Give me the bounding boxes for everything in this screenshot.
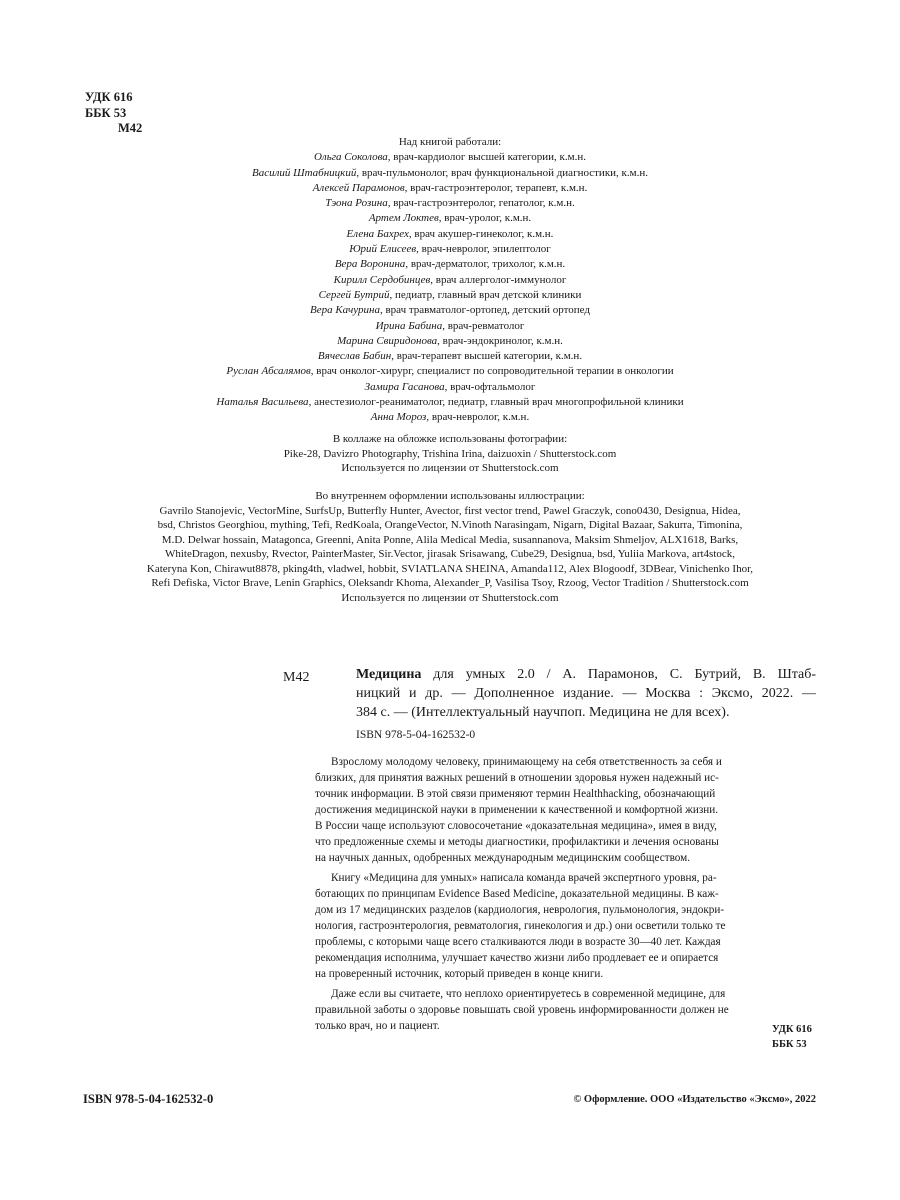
credit-line — [110, 319, 790, 334]
credit-role: , врач-офтальмолог — [444, 380, 536, 393]
cover-photo-sources: Pike-28, Davizro Photography, Trishina Irina, daizuoxin / Shutterstock.com — [283, 447, 617, 460]
credit-name: Вера Воронина — [334, 258, 406, 271]
annotation-line: В России чаще используют словосочетание «доказательная медицина», имея в виду, — [315, 820, 717, 832]
annotation-line: только врач, но и пациент. — [315, 1020, 440, 1032]
credit-line — [110, 410, 790, 425]
author-sign: М42 — [118, 121, 143, 135]
credit-line — [110, 364, 790, 379]
annotation-codes — [772, 1022, 812, 1052]
credit-line — [110, 211, 790, 226]
annotation-line: на научных данных, одобренных международным медицинским сообществом. — [315, 852, 691, 864]
annotation-udk: УДК 616 — [772, 1024, 812, 1035]
annotation-line: на проверенный источник, который приведен в конце книги. — [315, 968, 604, 980]
annotation-line: близких, для принятия важных решений в отношении здоровья нужен надежный ис- — [315, 772, 719, 784]
book-title: Медицина — [356, 667, 422, 682]
annotation-line: достижения медицинской науки в применении к качественной и комфортной жизни. — [315, 804, 719, 816]
credit-name: Кирилл Сердобинцев — [333, 273, 431, 286]
illustration-line: Refi Defiska, Victor Brave, Lenin Graphics, Oleksandr Khoma, Alexander_P, Vasilisa Tsoy, Rzoog, Vector Tradition / Shutterstock.com — [151, 577, 749, 589]
bibliography-line-3: 384 с. — (Интеллектуальный научпоп. Медицина не для всех). — [356, 705, 730, 720]
credit-line — [110, 150, 790, 165]
credit-name: Марина Свиридонова — [337, 334, 438, 347]
credit-role: , врач акушер-гинеколог, к.м.н. — [408, 227, 554, 240]
credit-name: Наталья Васильева — [216, 396, 309, 409]
credit-role: , врач-невролог, эпилептолог — [416, 243, 551, 256]
credit-name: Анна Мороз — [370, 411, 427, 424]
bibliography-isbn: ISBN 978-5-04-162532-0 — [356, 729, 476, 741]
credit-role: , врач-пульмонолог, врач функциональной диагностики, к.м.н. — [356, 166, 648, 179]
credit-line — [110, 257, 790, 272]
credit-name: Ирина Бабина — [375, 319, 443, 332]
credit-line — [110, 273, 790, 288]
credit-line — [110, 303, 790, 318]
annotation-line: проблемы, с которыми чаще всего сталкиваются люди в возрасте 30—40 лет. Каждая — [315, 936, 721, 948]
bibliography-sign: М42 — [283, 670, 310, 685]
annotation-line: Книгу «Медицина для умных» написала команда врачей экспертного уровня, ра- — [331, 872, 717, 884]
illustration-credits — [78, 489, 822, 605]
annotation-line: ботающих по принципам Evidence Based Medicine, доказательной медицины. В каж- — [315, 888, 719, 900]
annotation-line: нология, гастроэнтерология, ревматология, гинекология и др.) они осветили только те — [315, 920, 726, 932]
credit-role: , врач-невролог, к.м.н. — [426, 411, 530, 424]
annotation-line: Даже если вы считаете, что неплохо ориентируетесь в современной медицине, для — [331, 988, 726, 1000]
credit-role: , врач-ревматолог — [442, 319, 525, 332]
illustration-heading: Во внутреннем оформлении использованы иллюстрации: — [315, 490, 585, 502]
credit-line — [110, 166, 790, 181]
credit-name: Василий Штабницкий — [251, 166, 357, 179]
illustration-line: Gavrilo Stanojevic, VectorMine, SurfsUp, Butterfly Hunter, Avector, first vector trend, Pawel Graczyk, cono0430, Designua, Hidea, — [159, 504, 741, 517]
annotation-line: Взрослому молодому человеку, принимающему на себя ответственность за себя и — [331, 756, 722, 768]
udk-code: УДК 616 — [85, 90, 133, 104]
credit-line — [110, 181, 790, 196]
credits-block — [110, 135, 790, 426]
credit-line — [110, 380, 790, 395]
credit-role: , педиатр, главный врач детской клиники — [389, 288, 582, 301]
credit-line — [110, 227, 790, 242]
annotation — [315, 754, 817, 1034]
credit-role: , врач-гастроэнтеролог, терапевт, к.м.н. — [404, 181, 588, 194]
credit-role: , врач-терапевт высшей категории, к.м.н. — [391, 350, 583, 363]
credit-line — [110, 288, 790, 303]
annotation-line: рекомендация исполнима, улучшает качество жизни либо продлевает ее и опирается — [315, 952, 719, 964]
bibliography-line-1-rest: для умных 2.0 / А. Парамонов, С. Бутрий, В. Штаб- — [421, 667, 816, 682]
annotation-bbk: ББК 53 — [772, 1039, 807, 1050]
credit-name: Ольга Соколова — [313, 151, 388, 164]
annotation-paragraph — [315, 754, 817, 866]
annotation-line: что предложенные схемы и методы диагностики, профилактики и лечения основаны — [315, 836, 719, 848]
annotation-line: дом из 17 медицинских разделов (кардиология, неврология, пульмонология, эндокри- — [315, 904, 725, 916]
annotation-paragraph — [315, 986, 817, 1034]
credit-line — [110, 349, 790, 364]
credit-role: , врач-кардиолог высшей категории, к.м.н. — [387, 151, 586, 164]
illustration-line: M.D. Delwar hossain, Matagonca, Greenni, Anita Ponne, Alila Medical Media, susannanova, Maksim Shmeljov, ALX1618, Barks, — [161, 533, 739, 546]
credit-line — [110, 242, 790, 257]
credit-name: Алексей Парамонов — [312, 181, 405, 194]
bibliography-line-2: ницкий и др. — Дополненное издание. — Москва : Эксмо, 2022. — — [356, 686, 816, 701]
credit-role: , врач-уролог, к.м.н. — [438, 212, 532, 225]
annotation-line: правильной заботы о здоровье повышать свой уровень информированности должен не — [315, 1004, 729, 1016]
cover-photo-credits — [110, 432, 790, 476]
credit-name: Руслан Абсалямов — [226, 365, 311, 378]
classification-codes — [85, 90, 142, 137]
credit-role: , врач-дерматолог, трихолог, к.м.н. — [405, 258, 566, 271]
credit-role: , врач травматолог-ортопед, детский ортопед — [379, 304, 590, 317]
credit-name: Замира Гасанова — [364, 380, 445, 393]
credit-role: , врач-гастроэнтеролог, гепатолог, к.м.н. — [387, 197, 575, 210]
cover-photo-heading: В коллаже на обложке использованы фотографии: — [332, 433, 568, 445]
credit-role: , врач аллерголог-иммунолог — [430, 273, 567, 286]
cover-photo-license: Используется по лицензии от Shutterstock.com — [341, 462, 559, 474]
credit-name: Вера Качурина — [309, 304, 380, 317]
illustration-line: WhiteDragon, nexusby, Rvector, PainterMaster, Sir.Vector, jirasak Srisawang, Cube29, Designua, bsd, Yuliia Markova, art4stock, — [164, 548, 736, 560]
credit-role: , анестезиолог-реаниматолог, педиатр, главный врач многопрофильной клиники — [308, 396, 684, 409]
credit-role: , врач онколог-хирург, специалист по сопроводительной терапии в онкологии — [310, 365, 674, 378]
annotation-paragraph — [315, 870, 817, 982]
bbk-code: ББК 53 — [85, 105, 127, 120]
credit-role: , врач-эндокринолог, к.м.н. — [437, 334, 563, 347]
illustration-line: bsd, Christos Georghiou, mything, Tefi, RedKoala, OrangeVector, N.Vinoth Narasingam, Nigarn, Digital Bazaar, Sakurra, Timonina, — [157, 519, 743, 531]
credit-name: Тэона Розина — [325, 197, 388, 210]
bibliography-line-1 — [356, 665, 816, 684]
footer-isbn: ISBN 978-5-04-162532-0 — [83, 1092, 214, 1106]
illustration-line: Kateryna Kon, Chirawut8878, pking4th, vladwel, hobbit, SVIATLANA SHEINA, Amanda112, Alex Blogoodf, 3DBear, Vinichenko Ihor, — [146, 562, 754, 575]
footer-copyright: © Оформление. ООО «Издательство «Эксмо», 2022 — [573, 1094, 816, 1105]
credits-heading: Над книгой работали: — [398, 136, 502, 148]
credit-line — [110, 334, 790, 349]
credit-name: Юрий Елисеев — [349, 243, 417, 256]
credits-list — [110, 150, 790, 425]
credit-name: Сергей Бутрий — [318, 288, 390, 301]
annotation-line: точник информации. В этой связи применяют термин Healthhacking, обозначающий — [315, 788, 716, 800]
bibliographic-record — [356, 665, 816, 722]
credit-name: Вячеслав Бабин — [317, 350, 392, 363]
credit-line — [110, 196, 790, 211]
illustration-license: Используется по лицензии от Shutterstock.com — [341, 591, 559, 604]
credit-name: Елена Бахрех — [346, 227, 409, 240]
credit-line — [110, 395, 790, 410]
credit-name: Артем Локтев — [368, 212, 439, 225]
